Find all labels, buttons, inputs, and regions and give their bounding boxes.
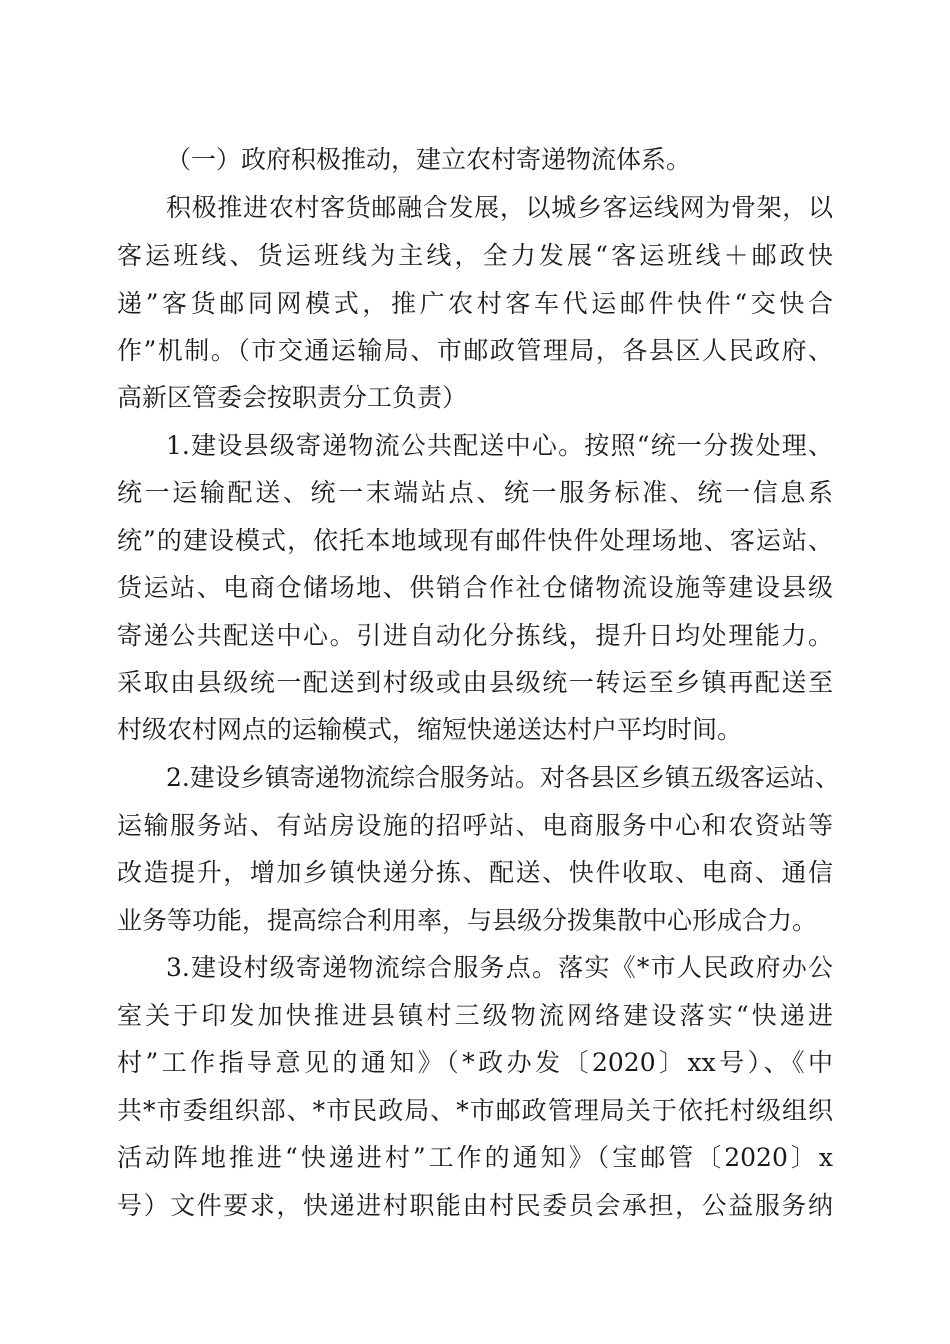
paragraph-line: 号）文件要求，快递进村职能由村民委员会承担，公益服务纳 <box>117 1191 833 1220</box>
paragraph-line: 改造提升，增加乡镇快递分拣、配送、快件收取、电商、通信 <box>117 858 833 887</box>
paragraph-line: 统”的建设模式，依托本地域现有邮件快件处理场地、客运站、 <box>117 526 833 555</box>
paragraph-line: 业务等功能，提高综合利用率，与县级分拨集散中心形成合力。 <box>117 906 818 935</box>
paragraph-line: 运输服务站、有站房设施的招呼站、电商服务中心和农资站等 <box>117 811 833 840</box>
paragraph-line: 3.建设村级寄递物流综合服务点。落实《*市人民政府办公 <box>166 953 833 982</box>
paragraph-line: 货运站、电商仓储场地、供销合作社仓储物流设施等建设县级 <box>117 573 833 602</box>
paragraph-line: 室关于印发加快推进县镇村三级物流网络建设落实“快递进 <box>117 1001 833 1030</box>
paragraph-line: 寄递公共配送中心。引进自动化分拣线，提升日均处理能力。 <box>117 621 833 650</box>
paragraph-line: 客运班线、货运班线为主线，全力发展“客运班线＋邮政快 <box>117 241 833 270</box>
paragraph-line: 递”客货邮同网模式，推广农村客车代运邮件快件“交快合 <box>117 289 833 318</box>
paragraph-line: 村级农村网点的运输模式，缩短快递送达村户平均时间。 <box>117 715 743 744</box>
paragraph-line: 2.建设乡镇寄递物流综合服务站。对各县区乡镇五级客运站、 <box>166 763 840 792</box>
paragraph-line: 采取由县级统一配送到村级或由县级统一转运至乡镇再配送至 <box>117 668 833 697</box>
paragraph-line: 1.建设县级寄递物流公共配送中心。按照“统一分拨处理、 <box>166 431 833 460</box>
paragraph-line: 活动阵地推进“快递进村”工作的通知》（宝邮管〔2020〕x <box>117 1143 833 1172</box>
paragraph-line: 统一运输配送、统一末端站点、统一服务标准、统一信息系 <box>117 478 833 507</box>
paragraph-line: 积极推进农村客货邮融合发展，以城乡客运线网为骨架，以 <box>166 193 833 222</box>
paragraph-line: 高新区管委会按职责分工负责） <box>117 383 468 412</box>
paragraph-line: 作”机制。（市交通运输局、市邮政管理局，各县区人民政府、 <box>117 336 833 365</box>
paragraph-line: 村”工作指导意见的通知》（*政办发〔2020〕xx号）、《中 <box>117 1048 833 1077</box>
section-heading: （一）政府积极推动，建立农村寄递物流体系。 <box>166 145 692 174</box>
paragraph-line: 共*市委组织部、*市民政局、*市邮政管理局关于依托村级组织 <box>117 1096 833 1125</box>
